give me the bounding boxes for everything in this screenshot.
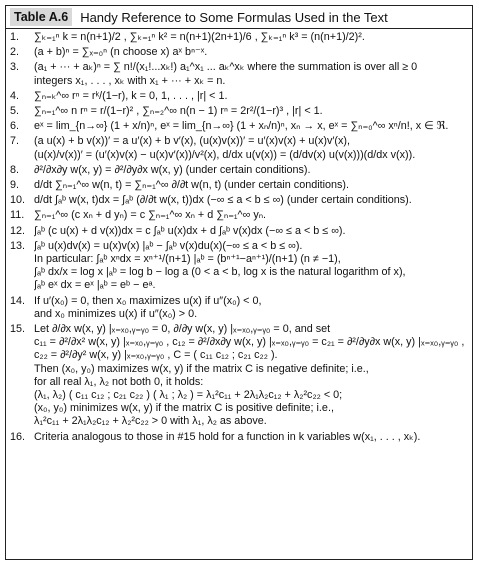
formula-line: ∫ₐᵇ (c u(x) + d v(x))dx = c ∫ₐᵇ u(x)dx + d ∫ₐᵇ v(x)dx (−∞ ≤ a < b ≤ ∞). [34,224,346,237]
formula-item [10,431,468,444]
formula-item [10,179,468,192]
formula-line: Then (x₀, y₀) maximizes w(x, y) if the matrix C is negative definite; i.e., [34,362,369,375]
formula-item [10,120,468,133]
formula-item [10,194,468,207]
formula-line: eˣ = lim_{n→∞} (1 + x/n)ⁿ, eˣ = lim_{n→∞} (1 + xₙ/n)ⁿ, xₙ → x, eˣ = ∑ₙ₌₀^∞ xⁿ/n!, x ∈ ℜ. [34,120,449,133]
table-tag: Table A.6 [10,8,72,26]
formula-line: for all real λ₁, λ₂ not both 0, it holds: [34,375,204,388]
formula-number: 13. [10,239,26,252]
formula-line: d/dt ∑ₙ₌₁^∞ w(n, t) = ∑ₙ₌₁^∞ ∂/∂t w(n, t) (under certain conditions). [34,179,350,192]
formula-body [34,105,468,118]
formula-line: c₂₂ = ∂²/∂y² w(x, y) |ₓ₌ₓ₀,ᵧ₌ᵧ₀ , C = ( c₁₁ c₁₂ ; c₂₁ c₂₂ ). [34,349,278,362]
formula-body [34,295,468,321]
formula-line: (x₀, y₀) minimizes w(x, y) if the matrix C is positive definite; i.e., [34,402,334,415]
formula-number: 4. [10,89,20,102]
formula-body [34,46,468,59]
formula-line: (u(x)/v(x))′ = (u′(x)v(x) − u(x)v′(x))/v²(x), d/dx u(v(x)) = (d/dv(x) u(v(x)))(d/dx v(x)). [34,148,416,161]
formula-item [10,164,468,177]
formula-item [10,61,468,87]
formula-line: and x₀ minimizes u(x) if u″(x₀) > 0. [34,307,198,320]
formula-line: ∑ₙ₌ₖ^∞ rⁿ = rᵏ/(1−r), k = 0, 1, . . . , |r| < 1. [34,89,228,102]
formula-body [34,164,468,177]
formula-body [34,179,468,192]
formula-line: ∑ₙ₌₁^∞ (c xₙ + d yₙ) = c ∑ₙ₌₁^∞ xₙ + d ∑ₙ₌₁^∞ yₙ. [34,209,267,222]
row-spacer [10,444,468,446]
formula-body [34,194,468,207]
formula-number: 11. [10,209,25,222]
formula-line: ∑ₖ₌₁ⁿ k = n(n+1)/2 , ∑ₖ₌₁ⁿ k² = n(n+1)(2n+1)/6 , ∑ₖ₌₁ⁿ k³ = (n(n+1)/2)². [34,31,365,43]
formula-number: 12. [10,224,26,237]
formula-item [10,135,468,161]
formula-line: (a₁ + ··· + aₖ)ⁿ = ∑ n!/(x₁!...xₖ!) a₁^x₁ ... aₖ^xₖ where the summation is over all ≥ 0 [34,61,418,74]
table-title: Handy Reference to Some Formulas Used in the Text [80,9,388,25]
formula-body [34,120,468,133]
formula-body [34,31,468,44]
formula-number: 1. [10,31,20,43]
formula-line: (a + b)ⁿ = ∑ₓ₌₀ⁿ (n choose x) aˣ bⁿ⁻ˣ. [34,46,208,59]
formula-body [34,209,468,222]
formula-line: Let ∂/∂x w(x, y) |ₓ₌ₓ₀,ᵧ₌ᵧ₀ = 0, ∂/∂y w(x, y) |ₓ₌ₓ₀,ᵧ₌ᵧ₀ = 0, and set [34,323,331,336]
formula-number: 8. [10,163,20,176]
formula-list [6,29,472,446]
formula-number: 16. [10,430,26,443]
formula-line: ∫ₐᵇ eˣ dx = eˣ |ₐᵇ = eᵇ − eᵃ. [34,279,156,292]
formula-number: 14. [10,294,26,307]
formula-item [10,295,468,321]
formula-item [10,90,468,103]
formula-item [10,323,468,429]
formula-line: d/dt ∫ₐᵇ w(x, t)dx = ∫ₐᵇ (∂/∂t w(x, t))dx (−∞ ≤ a < b ≤ ∞) (under certain conditions). [34,194,412,207]
formula-number: 2. [10,46,20,59]
formula-line: In particular: ∫ₐᵇ xⁿdx = xⁿ⁺¹/(n+1) |ₐᵇ = (bⁿ⁺¹−aⁿ⁺¹)/(n+1) (n ≠ −1), [34,253,341,266]
formula-item [10,105,468,118]
formula-line: (λ₁, λ₂) ( c₁₁ c₁₂ ; c₂₁ c₂₂ ) ( λ₁ ; λ₂ ) = λ₁²c₁₁ + 2λ₁λ₂c₁₂ + λ₂²c₂₂ < 0; [34,389,343,402]
formula-body [34,135,468,161]
formula-body [34,323,468,429]
formula-body [34,61,468,87]
formula-body [34,240,468,293]
formula-table [5,5,473,560]
formula-body [34,225,468,238]
formula-number: 7. [10,135,20,148]
formula-item [10,240,468,293]
formula-line: ∫ₐᵇ u(x)dv(x) = u(x)v(x) |ₐᵇ − ∫ₐᵇ v(x)du(x)(−∞ ≤ a < b ≤ ∞). [34,239,303,252]
formula-line: ∑ₙ₌₁^∞ n rⁿ = r/(1−r)² , ∑ₙ₌₂^∞ n(n − 1) rⁿ = 2r²/(1−r)³ , |r| < 1. [34,105,323,118]
formula-line: Criteria analogous to those in #15 hold for a function in k variables w(x₁, . . . , xₖ). [34,430,421,443]
formula-number: 6. [10,120,20,133]
formula-line: ∫ₐᵇ dx/x = log x |ₐᵇ = log b − log a (0 < a < b, log x is the natural logarithm of x), [34,266,406,279]
formula-number: 15. [10,323,26,336]
formula-number: 10. [10,194,26,207]
formula-line: λ₁²c₁₁ + 2λ₁λ₂c₁₂ + λ₂²c₂₂ > 0 with λ₁, λ₂ as above. [34,415,267,428]
formula-line: integers x₁, . . . , xₖ with x₁ + ··· + xₖ = n. [34,74,226,87]
formula-line: c₁₁ = ∂²/∂x² w(x, y) |ₓ₌ₓ₀,ᵧ₌ᵧ₀ , c₁₂ = ∂²/∂x∂y w(x, y) |ₓ₌ₓ₀,ᵧ₌ᵧ₀ = c₂₁ = ∂²/∂y∂x w(x, y) |ₓ₌ₓ₀,ᵧ₌ᵧ₀ , [34,336,465,349]
table-header [6,6,472,29]
formula-number: 5. [10,105,20,118]
formula-item [10,31,468,44]
formula-item [10,209,468,222]
formula-body [34,90,468,103]
formula-line: ∂²/∂x∂y w(x, y) = ∂²/∂y∂x w(x, y) (under certain conditions). [34,163,311,176]
formula-item [10,46,468,59]
formula-item [10,225,468,238]
formula-body [34,431,468,444]
formula-line: (a u(x) + b v(x))′ = a u′(x) + b v′(x), (u(x)v(x))′ = u′(x)v(x) + u(x)v′(x), [34,135,350,148]
formula-number: 9. [10,179,20,192]
formula-number: 3. [10,61,20,74]
formula-line: If u′(x₀) = 0, then x₀ maximizes u(x) if u″(x₀) < 0, [34,294,262,307]
